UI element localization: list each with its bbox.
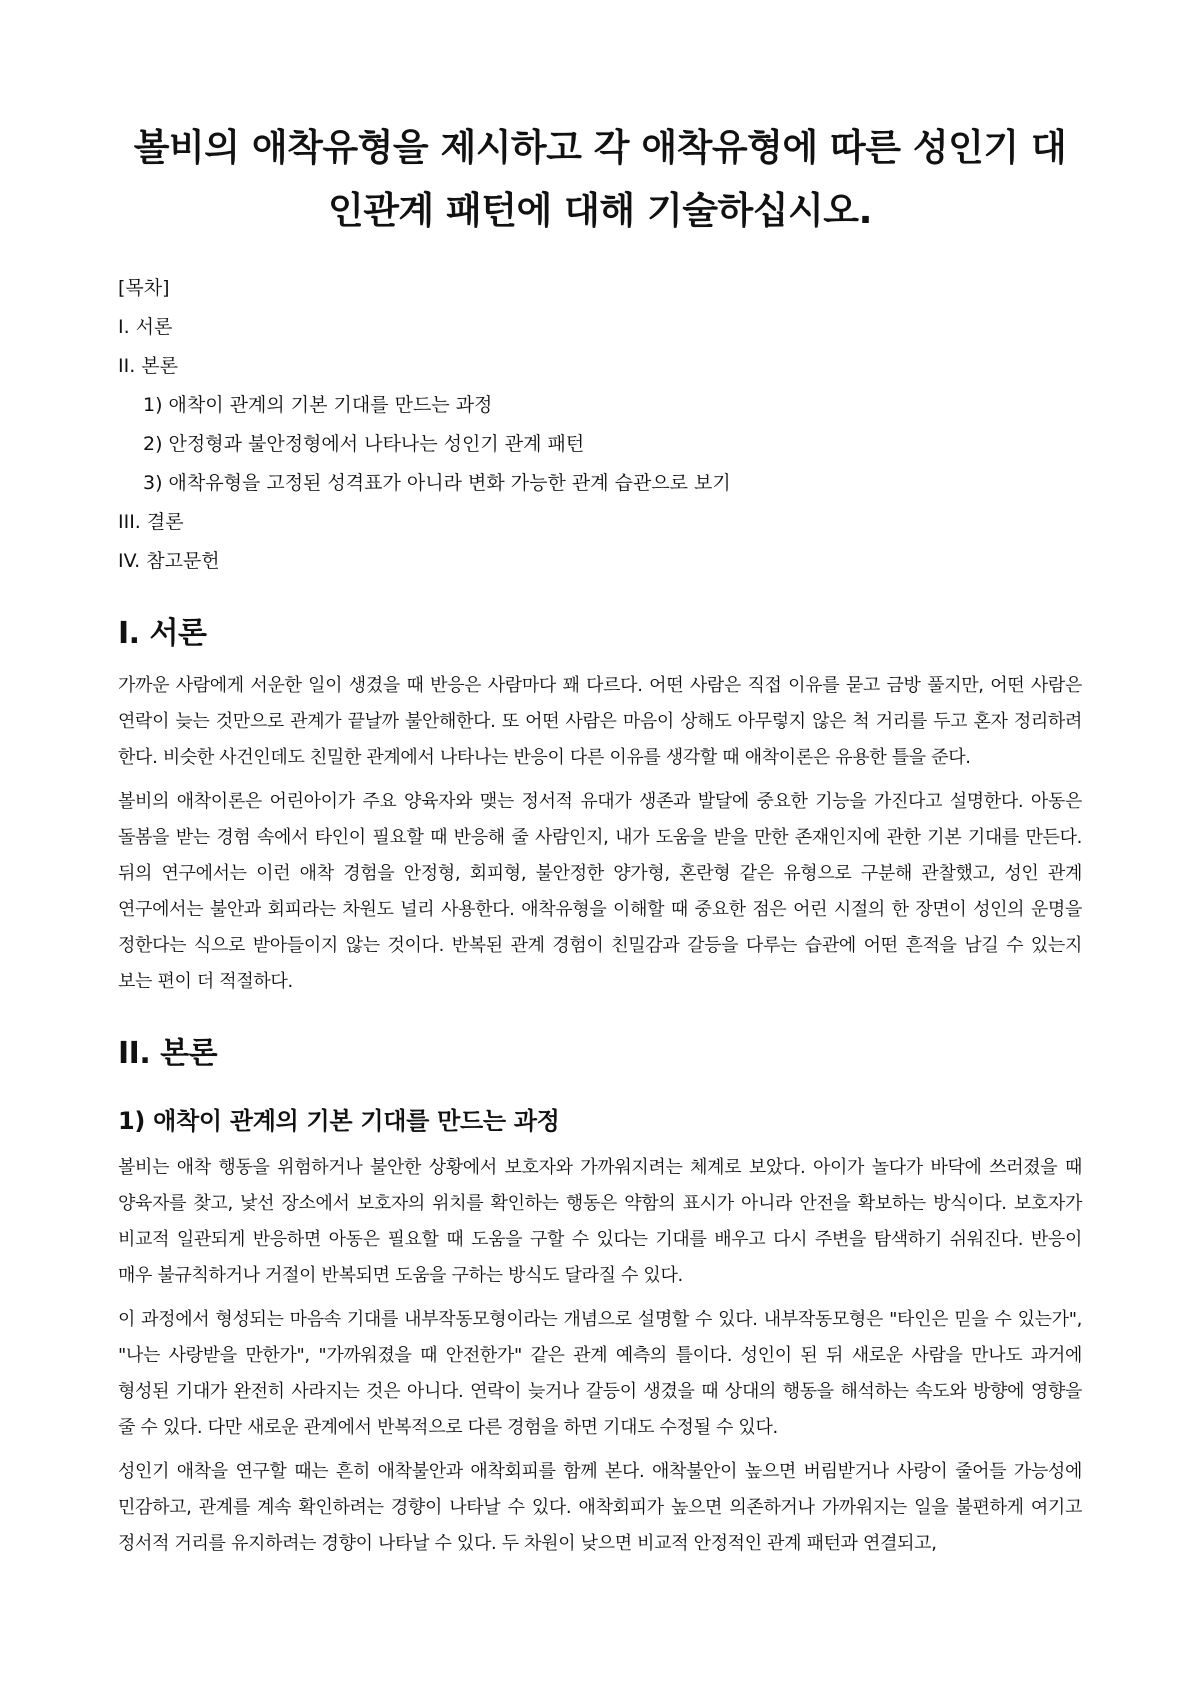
body-paragraph: 볼비는 애착 행동을 위험하거나 불안한 상황에서 보호자와 가까워지려는 체계로 보았다. 아이가 놀다가 바닥에 쓰러졌을 때 양육자를 찾고, 낯선 장소에서 보호자의 위치를 확인하는 행동은 약함의 표시가 아니라 안전을 확보하는 방식이다. 보호자가 비교적 일관되게 반응하면 아동은 필요할 때 도움을 구할 수 있다는 기대를 배우고 다시 주변을 탐색하기 쉬워진다. 반응이 매우 불규칙하거나 거절이 반복되면 도움을 구하는 방식도 달라질 수 있다.	[118, 1157, 1082, 1286]
toc-item-body-3: 3) 애착유형을 고정된 성격표가 아니라 변화 가능한 관계 습관으로 보기	[143, 471, 731, 494]
body-paragraph: 성인기 애착을 연구할 때는 흔히 애착불안과 애착회피를 함께 본다. 애착불안이 높으면 버림받거나 사랑이 줄어들 가능성에 민감하고, 관계를 계속 확인하려는 경향이 나타날 수 있다. 애착회피가 높으면 의존하거나 가까워지는 일을 불편하게 여기고 정서적 거리를 유지하려는 경향이 나타날 수 있다. 두 차원이 낮으면 비교적 안정적인 관계 패턴과 연결되고,	[118, 1461, 1082, 1554]
toc-item-body-1: 1) 애착이 관계의 기본 기대를 만드는 과정	[143, 393, 493, 416]
toc-item-intro: I. 서론	[118, 315, 173, 338]
toc-heading: [목차]	[118, 276, 170, 299]
document-title: 볼비의 애착유형을 제시하고 각 애착유형에 따른 성인기 대인관계 패턴에 대해 기술하십시오.	[133, 126, 1067, 232]
intro-paragraph: 볼비의 애착이론은 어린아이가 주요 양육자와 맺는 정서적 유대가 생존과 발달에 중요한 기능을 가진다고 설명한다. 아동은 돌봄을 받는 경험 속에서 타인이 필요할 때 반응해 줄 사람인지, 내가 도움을 받을 만한 존재인지에 관한 기본 기대를 만든다. 뒤의 연구에서는 이런 애착 경험을 안정형, 회피형, 불안정한 양가형, 혼란형 같은 유형으로 구분해 관찰했고, 성인 관계 연구에서는 불안과 회피라는 차원도 널리 사용한다. 애착유형을 이해할 때 중요한 점은 어린 시절의 한 장면이 성인의 운명을 정한다는 식으로 받아들이지 않는 것이다. 반복된 관계 경험이 친밀감과 갈등을 다루는 습관에 어떤 흔적을 남길 수 있는지 보는 편이 더 적절하다.	[118, 791, 1082, 992]
section-heading-body: II. 본론	[118, 1036, 218, 1071]
intro-paragraph: 가까운 사람에게 서운한 일이 생겼을 때 반응은 사람마다 꽤 다르다. 어떤 사람은 직접 이유를 묻고 금방 풀지만, 어떤 사람은 연락이 늦는 것만으로 관계가 끝날까 불안해한다. 또 어떤 사람은 마음이 상해도 아무렇지 않은 척 거리를 두고 혼자 정리하려 한다. 비슷한 사건인데도 친밀한 관계에서 나타나는 반응이 다른 이유를 생각할 때 애착이론은 유용한 틀을 준다.	[118, 675, 1082, 768]
body-paragraph: 이 과정에서 형성되는 마음속 기대를 내부작동모형이라는 개념으로 설명할 수 있다. 내부작동모형은 "타인은 믿을 수 있는가", "나는 사랑받을 만한가", "가까워졌을 때 안전한가" 같은 관계 예측의 틀이다. 성인이 된 뒤 새로운 사람을 만나도 과거에 형성된 기대가 완전히 사라지는 것은 아니다. 연락이 늦거나 갈등이 생겼을 때 상대의 행동을 해석하는 속도와 방향에 영향을 줄 수 있다. 다만 새로운 관계에서 반복적으로 다른 경험을 하면 기대도 수정될 수 있다.	[118, 1309, 1082, 1438]
table-of-contents	[118, 268, 1082, 580]
toc-item-conclusion: III. 결론	[118, 510, 184, 533]
toc-item-references: IV. 참고문헌	[118, 549, 220, 572]
toc-item-body-2: 2) 안정형과 불안정형에서 나타나는 성인기 관계 패턴	[143, 432, 585, 455]
section-heading-intro: I. 서론	[118, 616, 207, 651]
toc-item-body: II. 본론	[118, 354, 178, 377]
subsection-heading-1: 1) 애착이 관계의 기본 기대를 만드는 과정	[118, 1107, 560, 1135]
